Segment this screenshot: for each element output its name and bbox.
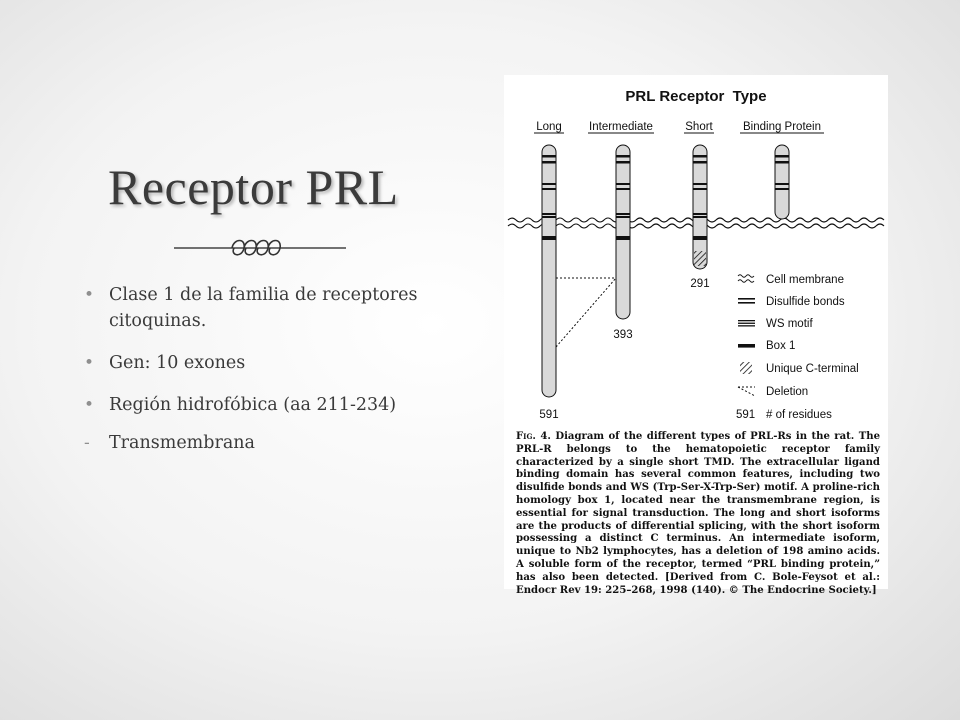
bullet-text: Región hidrofóbica (aa 211-234) [109,395,397,415]
short-isoform [693,145,707,269]
bullet-marker: • [84,395,95,415]
figure-caption-label: Fig. 4. [516,431,551,442]
residues-legend-number: 591 [736,409,756,421]
bullet-text: Transmembrana [109,433,255,453]
title-flourish-ornament [172,234,348,262]
column-label-long: Long [536,121,562,133]
figure-caption [516,431,880,597]
bullet-marker: - [84,433,90,453]
legend-label: Cell membrane [766,274,844,286]
legend-label: Deletion [766,386,809,398]
ws-motif-icon [738,320,755,327]
box1-icon [738,344,755,348]
bullet-text: Clase 1 de la familia de receptores citoquinas. [109,285,418,331]
bullet-marker: • [84,285,95,305]
bullet-list [82,282,482,472]
legend-label: # of residues [766,409,832,421]
residues-intermediate: 393 [613,329,633,341]
prl-receptor-figure [504,75,888,596]
binding-protein [775,145,789,219]
receptor-diagram [504,75,888,427]
deletion-lines [556,278,616,347]
bullet-marker: • [84,353,95,373]
bullet-item [82,350,482,376]
diagram-title: PRL Receptor Type [625,88,767,105]
unique-c-terminal-icon [740,362,752,374]
legend-label: Unique C-terminal [766,363,859,375]
long-isoform [542,145,556,397]
column-label-short: Short [685,121,713,133]
intermediate-isoform [616,145,630,319]
residues-short: 291 [690,278,710,290]
bullet-item [82,430,482,456]
legend [736,274,859,421]
bullet-text: Gen: 10 exones [109,353,246,373]
column-label-intermediate: Intermediate [589,121,653,133]
cell-membrane-icon [738,275,754,283]
residues-long: 591 [539,409,559,421]
slide-title: Receptor PRL [108,159,399,215]
figure-caption-text: Diagram of the different types of PRL-Rs in the rat. The PRL-R belongs to the hematopoietic receptor family characterized by a single short TMD. The extracellular ligand binding domain has several common features, including two disulfide bonds and WS (Trp-Ser-X-Trp-Ser) motif. A proline-rich homology box 1, located near the transmembrane region, is essential for signal transduction. The long and short isoforms are the products of differential splicing, with the short isoform possessing a distinct C terminus. An intermediate isoform, unique to Nb2 lymphocytes, has a deletion of 198 amino acids. A soluble form of the receptor, termed “PRL binding protein,” has also been detected. [Derived from C. Bole-Feysot et al.: Endocr Rev 19: 225–268, 1998 (140). © The Endocrine Society.] [516,431,881,596]
bullet-item [82,392,482,418]
legend-label: Box 1 [766,340,796,352]
legend-label: Disulfide bonds [766,296,845,308]
disulfide-bonds-icon [738,298,755,304]
legend-label: WS motif [766,318,813,330]
deletion-icon [738,387,755,396]
bullet-item [82,282,482,334]
column-label-binding-protein: Binding Protein [743,121,821,133]
